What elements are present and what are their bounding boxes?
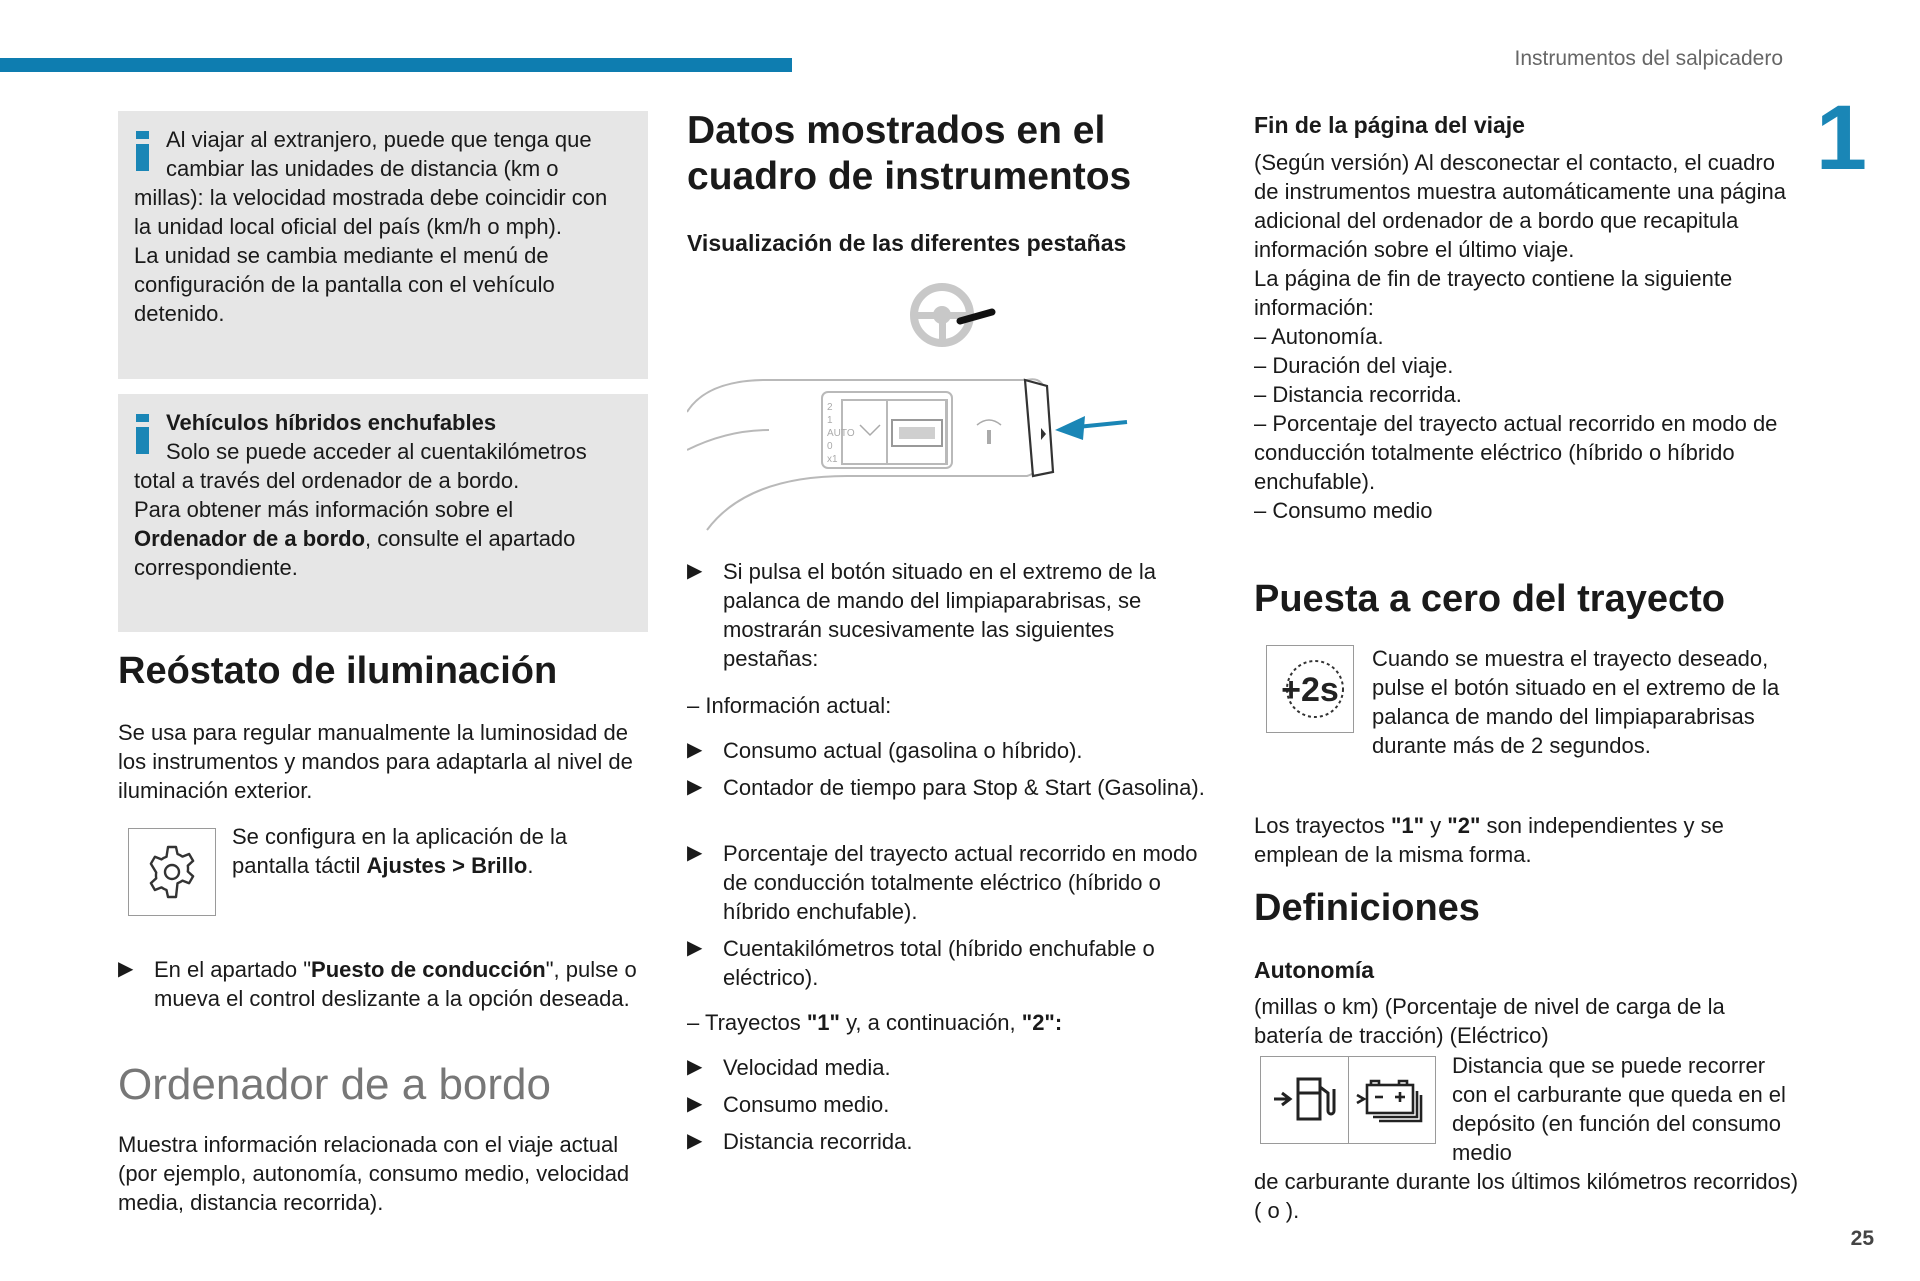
instruments-heading: Datos mostrados en el cuadro de instrumentos <box>687 109 1132 198</box>
bullet-arrow-icon: ▶ <box>687 560 703 582</box>
autonomy-detail-side: Distancia que se puede recorrer con el carburante que queda en el depósito (en función del consumo medio <box>1452 1053 1786 1165</box>
trip-item <box>687 1053 1207 1082</box>
chapter-title: Instrumentos del salpicadero <box>1514 47 1783 70</box>
stalk-label-auto: AUTO <box>827 428 855 439</box>
end-page-text-2: La página de fin de trayecto contiene la siguiente información: <box>1254 266 1733 320</box>
stalk-label-x1: x1 <box>827 454 838 465</box>
current-item <box>687 839 1207 926</box>
end-page-heading: Fin de la página del viaje <box>1254 112 1525 138</box>
info-icon <box>134 131 150 171</box>
wiper-stalk-illustration <box>687 280 1207 540</box>
current-item <box>687 773 1207 802</box>
traction-battery-icon <box>1349 1057 1435 1143</box>
reostat-heading: Reóstato de iluminación <box>118 650 558 692</box>
bullet-arrow-icon: ▶ <box>687 1130 703 1152</box>
current-item-text: Cuentakilómetros total (híbrido enchufable o eléctrico). <box>723 936 1155 990</box>
reset-trips-text: Los trayectos "1" y "2" son independientes y se emplean de la misma forma. <box>1254 813 1724 867</box>
bullet-arrow-icon: ▶ <box>687 842 703 864</box>
trip-computer-heading: Ordenador de a bordo <box>118 1060 551 1109</box>
autonomy-detail-full: de carburante durante los últimos kilómetros recorridos) ( o ). <box>1254 1169 1799 1223</box>
gear-icon <box>141 841 203 903</box>
current-item-text: Consumo actual (gasolina o híbrido). <box>723 738 1083 763</box>
bullet-arrow-icon: ▶ <box>118 958 134 980</box>
current-item-text: Contador de tiempo para Stop & Start (Gasolina). <box>723 775 1205 800</box>
bullet-arrow-icon: ▶ <box>687 1056 703 1078</box>
tabs-subheading: Visualización de las diferentes pestañas <box>687 230 1127 256</box>
steering-wheel-icon <box>914 287 992 343</box>
trip-item-text: Velocidad media. <box>723 1055 891 1080</box>
stalk-label-1: 1 <box>827 415 833 426</box>
info-units-text: Al viajar al extranjero, puede que tenga que cambiar las unidades de distancia (km o millas): la velocidad mostrada debe coincidir con la unidad local oficial del país (km/h o mph). <box>134 127 608 239</box>
intro-bullet-text: Si pulsa el botón situado en el extremo de la palanca de mando del limpiaparabrisas, se mostrarán sucesivamente las siguientes pestañas: <box>723 559 1156 671</box>
end-page-item: – Duración del viaje. <box>1254 353 1454 378</box>
stalk-label-2: 2 <box>827 402 833 413</box>
current-item <box>687 934 1207 992</box>
reset-icon-box <box>1266 645 1354 733</box>
info-hybrid-title: Vehículos híbridos enchufables <box>166 410 497 435</box>
definitions-heading: Definiciones <box>1254 887 1480 929</box>
info-icon <box>134 414 150 454</box>
autonomy-text: (millas o km) (Porcentaje de nivel de carga de la batería de tracción) (Eléctrico) <box>1254 994 1725 1048</box>
intro-bullet <box>687 557 1207 673</box>
settings-icon-box <box>128 828 216 916</box>
info-hybrid-line2: Para obtener más información sobre el Ordenador de a bordo, consulte el apartado correspondiente. <box>134 497 576 580</box>
reostat-config-text: Se configura en la aplicación de la pantalla táctil Ajustes > Brillo. <box>232 824 568 878</box>
reostat-bullet-text: En el apartado "Puesto de conducción", pulse o mueva el control deslizante a la opción deseada. <box>154 957 637 1011</box>
info-units-text-2: La unidad se cambia mediante el menú de configuración de la pantalla con el vehículo detenido. <box>134 243 555 326</box>
current-item <box>687 736 1207 765</box>
end-page-item: – Autonomía. <box>1254 324 1384 349</box>
info-box-units <box>118 111 648 379</box>
trip-item <box>687 1127 1207 1156</box>
end-page-body <box>1254 148 1799 525</box>
info-box-hybrid <box>118 394 648 632</box>
bullet-arrow-icon: ▶ <box>687 1093 703 1115</box>
info-hybrid-line1: Solo se puede acceder al cuentakilómetros total a través del ordenador de a bordo. <box>134 439 587 493</box>
stalk-label-0: 0 <box>827 441 833 452</box>
end-page-item: – Porcentaje del trayecto actual recorrido en modo de conducción totalmente eléctrico (híbrido o híbrido enchufable). <box>1254 411 1778 494</box>
press-arrow-icon <box>1055 416 1127 440</box>
trip-item-text: Distancia recorrida. <box>723 1129 913 1154</box>
header-accent-bar <box>0 58 792 72</box>
end-page-item: – Consumo medio <box>1254 498 1433 523</box>
hold-2s-label: +2s <box>1281 671 1339 709</box>
trip-item <box>687 1090 1207 1119</box>
bullet-arrow-icon: ▶ <box>687 739 703 761</box>
bullet-arrow-icon: ▶ <box>687 937 703 959</box>
trip-computer-text: Muestra información relacionada con el viaje actual (por ejemplo, autonomía, consumo medio, velocidad media, distancia recorrida). <box>118 1132 630 1215</box>
chapter-number: 1 <box>1815 87 1867 189</box>
autonomy-icons-box <box>1260 1056 1436 1144</box>
page-number: 25 <box>1850 1227 1874 1250</box>
end-page-item: – Distancia recorrida. <box>1254 382 1462 407</box>
trips-label: – Trayectos "1" y, a continuación, "2": <box>687 1010 1063 1035</box>
bullet-arrow-icon: ▶ <box>687 776 703 798</box>
trip-item-text: Consumo medio. <box>723 1092 890 1117</box>
fuel-pump-icon <box>1262 1057 1349 1143</box>
reset-heading: Puesta a cero del trayecto <box>1254 578 1725 620</box>
hold-2s-icon <box>1270 649 1350 729</box>
current-info-label: – Información actual: <box>687 693 892 718</box>
autonomy-heading: Autonomía <box>1254 957 1375 983</box>
end-page-text: (Según versión) Al desconectar el contacto, el cuadro de instrumentos muestra automáticamente una página adicional del ordenador de a bordo que recapitula información sobre el último viaje. <box>1254 150 1786 262</box>
reset-text: Cuando se muestra el trayecto deseado, pulse el botón situado en el extremo de la palanca de mando del limpiaparabrisas durante más de 2 segundos. <box>1372 646 1780 758</box>
reostat-text: Se usa para regular manualmente la luminosidad de los instrumentos y mandos para adaptarla al nivel de iluminación exterior. <box>118 720 633 803</box>
reostat-bullet <box>118 955 643 1013</box>
current-item-text: Porcentaje del trayecto actual recorrido en modo de conducción totalmente eléctrico (híbrido o híbrido enchufable). <box>723 841 1198 924</box>
